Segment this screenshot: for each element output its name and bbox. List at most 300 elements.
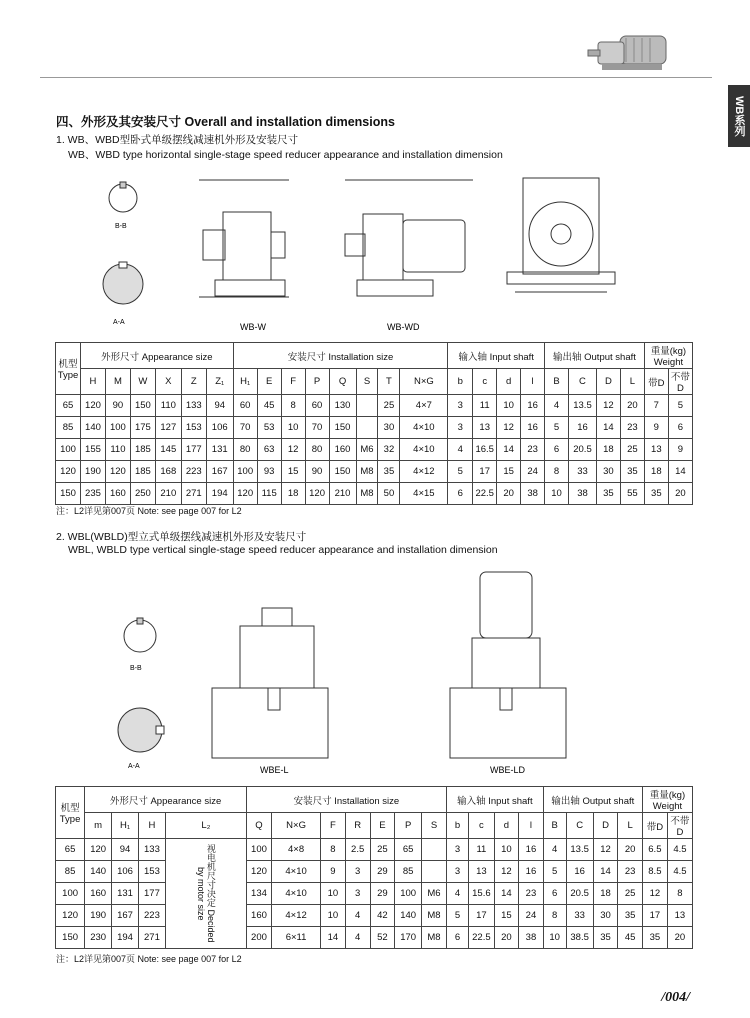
table-cell: 13 [469, 861, 494, 883]
table-cell: 153 [181, 417, 206, 439]
p1-column-header: D [596, 369, 620, 395]
table-row [56, 905, 693, 927]
p1-type-header: 机型 Type [56, 343, 81, 395]
table-cell: 134 [246, 883, 271, 905]
table-cell: 4 [448, 439, 473, 461]
table-cell: 140 [85, 861, 112, 883]
table-cell: 210 [329, 483, 356, 505]
table-cell: 210 [155, 483, 181, 505]
table-cell: 235 [80, 483, 105, 505]
table-cell: 93 [257, 461, 281, 483]
table-cell: 23 [521, 439, 545, 461]
table-cell: 25 [378, 395, 400, 417]
table-cell: 33 [569, 461, 597, 483]
p1-column-header: S [356, 369, 378, 395]
table-cell: 100 [56, 883, 85, 905]
table-cell: 15 [281, 461, 305, 483]
table-cell: 16.5 [473, 439, 497, 461]
table-cell: 271 [181, 483, 206, 505]
table-cell: 4 [345, 905, 370, 927]
table-cell: 16 [519, 861, 544, 883]
table-cell: 20 [668, 483, 692, 505]
table-cell: 10 [281, 417, 305, 439]
p1-column-header: E [257, 369, 281, 395]
table-cell: 133 [139, 839, 166, 861]
p1-column-header: B [545, 369, 569, 395]
table-cell: 4×12 [400, 461, 448, 483]
table-cell: 35 [593, 927, 618, 949]
table-cell: 120 [56, 461, 81, 483]
table-cell: M8 [422, 927, 447, 949]
table-cell: 167 [206, 461, 233, 483]
table-cell: 5 [448, 461, 473, 483]
table-cell: 4×8 [272, 839, 321, 861]
p1-column-header: F [281, 369, 305, 395]
table-cell: 85 [56, 417, 81, 439]
table-cell: 4 [446, 883, 468, 905]
table-cell: 5 [545, 417, 569, 439]
table-cell: 32 [378, 439, 400, 461]
table-cell: 155 [80, 439, 105, 461]
p1-column-header: b [448, 369, 473, 395]
table-cell: 38.5 [566, 927, 593, 949]
p2-column-header: H [139, 813, 166, 839]
table-cell: 8 [545, 461, 569, 483]
table-cell: 4×7 [400, 395, 448, 417]
p2-installation-header: 安装尺寸 Installation size [246, 787, 446, 813]
p2-column-header: b [446, 813, 468, 839]
table-row [56, 395, 693, 417]
table-cell: 6 [543, 883, 566, 905]
table-cell: 14 [497, 439, 521, 461]
table-cell [356, 417, 378, 439]
table-cell: 16 [521, 395, 545, 417]
table-row [56, 861, 693, 883]
p2-column-header: E [370, 813, 395, 839]
p1-column-header: l [521, 369, 545, 395]
table-cell: 18 [281, 483, 305, 505]
table-cell: 13 [667, 905, 692, 927]
table-cell: 133 [181, 395, 206, 417]
table-cell: 150 [329, 461, 356, 483]
p2-appearance-header: 外形尺寸 Appearance size [85, 787, 247, 813]
table-cell: 4×12 [272, 905, 321, 927]
table-cell: 90 [305, 461, 329, 483]
p1-output-header: 输出轴 Output shaft [545, 343, 645, 369]
table-cell: 20.5 [569, 439, 597, 461]
p1-column-header: 带D [644, 369, 668, 395]
table-cell: 13 [644, 439, 668, 461]
table-cell: 12 [494, 861, 519, 883]
table-cell: 120 [105, 461, 130, 483]
table-cell: M6 [422, 883, 447, 905]
p2-column-header: P [395, 813, 422, 839]
table-cell: 14 [596, 417, 620, 439]
p2-column-header: L₂ [165, 813, 246, 839]
table-cell: 10 [321, 883, 346, 905]
p2-type-header: 机型 Type [56, 787, 85, 839]
table-cell: 223 [181, 461, 206, 483]
p1-column-header: X [155, 369, 181, 395]
table-row [56, 417, 693, 439]
table-cell: 5 [446, 905, 468, 927]
p1-weight-header: 重量(kg) Weight [644, 343, 692, 369]
table-cell: 177 [181, 439, 206, 461]
table-row [56, 461, 693, 483]
table-cell: 100 [246, 839, 271, 861]
table-cell: 29 [370, 861, 395, 883]
table-cell: 10 [543, 927, 566, 949]
table-cell: 8 [321, 839, 346, 861]
table-cell: 177 [139, 883, 166, 905]
table-cell: 131 [206, 439, 233, 461]
table-cell: 3 [345, 883, 370, 905]
table-cell: 94 [112, 839, 139, 861]
table-cell: 85 [56, 861, 85, 883]
table-cell: 100 [395, 883, 422, 905]
table-row [56, 439, 693, 461]
table-cell: 16 [521, 417, 545, 439]
table-cell: 185 [130, 439, 155, 461]
table-cell: 4×10 [400, 417, 448, 439]
table-cell: 9 [668, 439, 692, 461]
p1-input-header: 输入轴 Input shaft [448, 343, 545, 369]
table-cell: 120 [85, 839, 112, 861]
table-cell: 35 [618, 905, 643, 927]
table-cell: 110 [155, 395, 181, 417]
table-cell: 20 [497, 483, 521, 505]
wbeld-caption: WBE-LD [490, 765, 526, 775]
table-cell: 6×11 [272, 927, 321, 949]
table-cell: 50 [378, 483, 400, 505]
table-cell: 14 [593, 861, 618, 883]
table-cell: 15.6 [469, 883, 494, 905]
aa-caption-1: A-A [113, 319, 125, 326]
part2-heading-cn: 2. WBL(WBLD)型立式单级摆线减速机外形及安装尺寸 [56, 531, 307, 543]
table-cell: 18 [593, 883, 618, 905]
table-cell: 53 [257, 417, 281, 439]
table-cell: 65 [56, 395, 81, 417]
table-cell: 60 [233, 395, 257, 417]
table-cell: M8 [356, 461, 378, 483]
table-cell: 160 [329, 439, 356, 461]
table-cell: 160 [246, 905, 271, 927]
table-cell: 9 [321, 861, 346, 883]
table-cell: 127 [155, 417, 181, 439]
table-cell: 106 [112, 861, 139, 883]
p1-column-header: P [305, 369, 329, 395]
table-cell: 12 [281, 439, 305, 461]
table-cell: 8.5 [642, 861, 667, 883]
table-cell: 11 [469, 839, 494, 861]
p2-column-header: l [519, 813, 544, 839]
table-cell: 131 [112, 883, 139, 905]
table-cell: 120 [80, 395, 105, 417]
side-tab: WB系列 [728, 85, 750, 147]
p1-column-header: W [130, 369, 155, 395]
table-cell: 190 [85, 905, 112, 927]
table-cell: M8 [356, 483, 378, 505]
table-cell: 223 [139, 905, 166, 927]
table-cell: 4 [545, 395, 569, 417]
part2-drawings [100, 570, 600, 775]
table-cell: 3 [446, 839, 468, 861]
table-cell: 25 [370, 839, 395, 861]
table-cell: 6 [668, 417, 692, 439]
table-cell: 230 [85, 927, 112, 949]
table-cell: 25 [618, 883, 643, 905]
table-cell: 42 [370, 905, 395, 927]
table-cell: 3 [345, 861, 370, 883]
table-cell: 115 [257, 483, 281, 505]
aa-caption-2: A-A [128, 763, 140, 770]
p1-column-header: Z [181, 369, 206, 395]
p1-column-header: H [80, 369, 105, 395]
table-cell: 4 [345, 927, 370, 949]
table-cell: 30 [593, 905, 618, 927]
table-cell: 20 [618, 839, 643, 861]
p2-column-header: H₁ [112, 813, 139, 839]
table-cell: 38 [569, 483, 597, 505]
p1-column-header: Q [329, 369, 356, 395]
table-cell: 168 [155, 461, 181, 483]
p2-column-header: d [494, 813, 519, 839]
table-cell: 13 [473, 417, 497, 439]
table-cell: 35 [642, 927, 667, 949]
table-cell: 16 [569, 417, 597, 439]
table-cell: 150 [329, 417, 356, 439]
p1-installation-header: 安装尺寸 Installation size [233, 343, 448, 369]
table-cell: 10 [321, 905, 346, 927]
table-cell: 170 [395, 927, 422, 949]
bb-caption-1: B-B [115, 223, 127, 230]
table-cell: 20 [620, 395, 644, 417]
table-cell: 12 [497, 417, 521, 439]
table-row [56, 483, 693, 505]
table-cell: 120 [56, 905, 85, 927]
table-cell: 4.5 [667, 839, 692, 861]
p2-column-header: c [469, 813, 494, 839]
table-cell: 35 [378, 461, 400, 483]
table-cell: 130 [329, 395, 356, 417]
p1-column-header: H₁ [233, 369, 257, 395]
header-rule [40, 77, 712, 78]
table-cell: 160 [85, 883, 112, 905]
table-cell: 12 [596, 395, 620, 417]
table-cell: 200 [246, 927, 271, 949]
table-cell: 17 [642, 905, 667, 927]
wbwd-caption: WB-WD [387, 322, 420, 332]
table-row [56, 927, 693, 949]
table-cell: 8 [543, 905, 566, 927]
header-product-image [580, 28, 690, 78]
table-cell: 7 [644, 395, 668, 417]
p2-output-header: 输出轴 Output shaft [543, 787, 642, 813]
table-cell: 15 [494, 905, 519, 927]
table-cell: 18 [644, 461, 668, 483]
table-cell: 120 [305, 483, 329, 505]
table-cell: 29 [370, 883, 395, 905]
p2-column-header: m [85, 813, 112, 839]
p2-column-header: B [543, 813, 566, 839]
p1-column-header: M [105, 369, 130, 395]
table-cell: 35 [620, 461, 644, 483]
table-cell: 70 [233, 417, 257, 439]
table-cell [356, 395, 378, 417]
table-cell: 55 [620, 483, 644, 505]
p1-column-header: Z₁ [206, 369, 233, 395]
table-cell: 25 [620, 439, 644, 461]
table-cell: 4×10 [400, 439, 448, 461]
table-cell: 194 [206, 483, 233, 505]
table-cell: 150 [130, 395, 155, 417]
p2-column-header: D [593, 813, 618, 839]
table-cell: 4×10 [272, 861, 321, 883]
part2-heading-en: WBL, WBLD type vertical single-stage speed reducer appearance and installation dimension [68, 544, 498, 556]
table-cell: 23 [620, 417, 644, 439]
p2-weight-header: 重量(kg) Weight [642, 787, 692, 813]
table-cell: 23 [618, 861, 643, 883]
table-cell: 120 [233, 483, 257, 505]
p2-column-header: L [618, 813, 643, 839]
table-cell: 5 [543, 861, 566, 883]
table-cell: 3 [448, 395, 473, 417]
table-cell: 140 [395, 905, 422, 927]
p2-input-header: 输入轴 Input shaft [446, 787, 543, 813]
table-cell: 14 [321, 927, 346, 949]
table-cell: 194 [112, 927, 139, 949]
table-cell: 16 [519, 839, 544, 861]
table-cell: 100 [56, 439, 81, 461]
table-cell: M6 [356, 439, 378, 461]
table-cell: 4×10 [272, 883, 321, 905]
table-cell: 33 [566, 905, 593, 927]
table-cell: 11 [473, 395, 497, 417]
table-cell: 35 [644, 483, 668, 505]
table-cell: 120 [246, 861, 271, 883]
table-cell: 190 [80, 461, 105, 483]
table-cell: 153 [139, 861, 166, 883]
table-cell: 2.5 [345, 839, 370, 861]
wbel-caption: WBE-L [260, 765, 289, 775]
table-cell: 10 [494, 839, 519, 861]
table-cell: 12 [593, 839, 618, 861]
table-cell: 175 [130, 417, 155, 439]
table-cell: 167 [112, 905, 139, 927]
table-cell: 35 [596, 483, 620, 505]
table-row [56, 839, 693, 861]
table-cell: 15 [497, 461, 521, 483]
p1-column-header: N×G [400, 369, 448, 395]
table-cell: 106 [206, 417, 233, 439]
table-cell: 5 [668, 395, 692, 417]
wbw-caption: WB-W [240, 322, 266, 332]
table-cell: 38 [519, 927, 544, 949]
p1-column-header: d [497, 369, 521, 395]
p1-column-header: L [620, 369, 644, 395]
part1-drawings [95, 162, 685, 338]
p2-column-header: 带D [642, 813, 667, 839]
table-cell: 24 [521, 461, 545, 483]
p2-column-header: Q [246, 813, 271, 839]
table-cell: 10 [545, 483, 569, 505]
table-cell: 20 [667, 927, 692, 949]
p2-column-header: N×G [272, 813, 321, 839]
table-cell: 24 [519, 905, 544, 927]
table-cell: 140 [80, 417, 105, 439]
part1-table [55, 342, 693, 505]
table-cell: 80 [233, 439, 257, 461]
p2-column-header: C [566, 813, 593, 839]
table-cell: 100 [233, 461, 257, 483]
part1-note: 注：L2详见第007页 Note: see page 007 for L2 [56, 506, 242, 516]
table-cell: 17 [469, 905, 494, 927]
table-cell: 4×15 [400, 483, 448, 505]
table-cell: 22.5 [473, 483, 497, 505]
table-cell: 3 [448, 417, 473, 439]
table-row [56, 883, 693, 905]
table-cell: 185 [130, 461, 155, 483]
table-cell: 23 [519, 883, 544, 905]
table-cell: 271 [139, 927, 166, 949]
table-cell: 8 [281, 395, 305, 417]
table-cell: 45 [618, 927, 643, 949]
table-cell [422, 861, 447, 883]
table-cell: M8 [422, 905, 447, 927]
table-cell: 13.5 [566, 839, 593, 861]
table-cell: 160 [105, 483, 130, 505]
p2-column-header: F [321, 813, 346, 839]
table-cell: 145 [155, 439, 181, 461]
table-cell: 85 [395, 861, 422, 883]
p1-column-header: T [378, 369, 400, 395]
table-cell: 150 [56, 927, 85, 949]
table-cell: 150 [56, 483, 81, 505]
table-cell [422, 839, 447, 861]
table-cell: 30 [378, 417, 400, 439]
table-cell: 3 [446, 861, 468, 883]
motor-size-note: 视电机尺寸决定 Decided by motor size [165, 839, 246, 949]
p2-column-header: S [422, 813, 447, 839]
table-cell: 6 [448, 483, 473, 505]
p1-appearance-header: 外形尺寸 Appearance size [80, 343, 233, 369]
table-cell: 16 [566, 861, 593, 883]
table-cell: 10 [497, 395, 521, 417]
p1-column-header: 不带D [668, 369, 692, 395]
table-cell: 4.5 [667, 861, 692, 883]
p1-column-header: c [473, 369, 497, 395]
table-cell: 14 [668, 461, 692, 483]
table-cell: 60 [305, 395, 329, 417]
table-cell: 110 [105, 439, 130, 461]
table-cell: 38 [521, 483, 545, 505]
table-cell: 45 [257, 395, 281, 417]
part2-note: 注：L2详见第007页 Note: see page 007 for L2 [56, 954, 242, 964]
table-cell: 14 [494, 883, 519, 905]
table-cell: 52 [370, 927, 395, 949]
p2-column-header: 不带D [667, 813, 692, 839]
table-cell: 17 [473, 461, 497, 483]
table-cell: 100 [105, 417, 130, 439]
table-cell: 20.5 [566, 883, 593, 905]
part1-heading-cn: 1. WB、WBD型卧式单级摆线减速机外形及安装尺寸 [56, 134, 299, 146]
page-number: /004/ [661, 990, 690, 1005]
table-cell: 18 [596, 439, 620, 461]
table-cell: 30 [596, 461, 620, 483]
table-cell: 6 [446, 927, 468, 949]
table-cell: 6.5 [642, 839, 667, 861]
table-cell: 70 [305, 417, 329, 439]
